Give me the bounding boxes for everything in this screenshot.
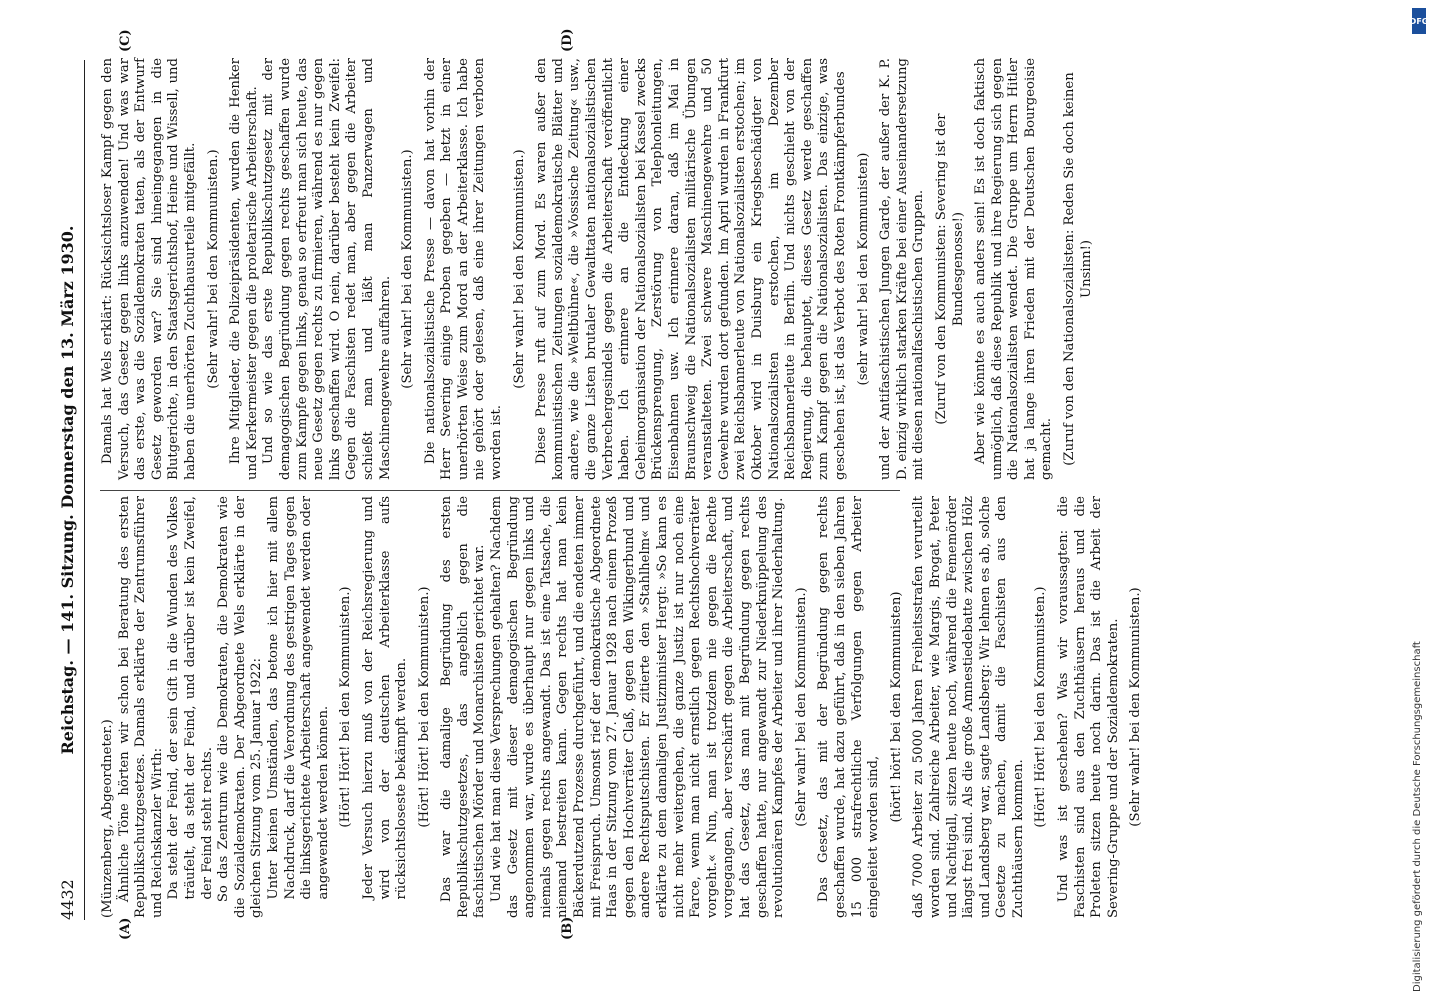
interjection: (Hört! Hört! bei den Kommunisten.): [1033, 586, 1049, 828]
header-rule: [84, 60, 85, 920]
quote: Unter keinen Umständen, das betone ich hier mit allem Nachdruck, darf die Verordnung des gestrigen Tages gegen die linksgerichtete Arbeiterschaft angewendet werden oder angewendet werden können.: [265, 496, 331, 900]
paragraph: So das Zentrum wie die Demokraten, die Demokraten wie die Sozialdemokraten. Der Abgeordnete Wels erklärte in der gleichen Sitzung vom 25. Januar 1922:: [216, 496, 265, 918]
paragraph: Ihre Mitglieder, die Polizeipräsidenten, wurden die Henker und Kerkermeister gegen die proletarische Arbeiterschaft.: [228, 58, 260, 480]
margin-marker-d: (D): [560, 28, 575, 52]
paragraph: Die nationalsozialistische Presse — davon hat vorhin der Herr Severing einige Proben gegeben — hetzt in einer unerhörten Weise zum Mord an der Arbeiterklasse. Ich habe nie gehört oder gelesen, daß eine ihrer Zeitungen verboten worden ist.: [422, 58, 505, 480]
paragraph: Damals hat Wels erklärt: Rücksichtsloser Kampf gegen den Versuch, das Gesetz gegen links anzuwenden! Und was war das erste, was die Sozialdemokraten taten, als der Entwurf Gesetz geworden war? Sie sind hineingegangen in die Blutgerichte, in den Staatsgerichtshof, Heine und Wissell, und haben die unerhörten Zuchthausurteile mitgefällt.: [100, 58, 198, 480]
margin-marker-c: (C): [118, 29, 133, 52]
interjection: (Sehr wahr! bei den Kommunisten.): [793, 587, 809, 827]
margin-marker-a: (A): [118, 917, 133, 940]
paragraph: Das Gesetz, das mit der Begründung gegen rechts geschaffen wurde, hat dazu geführt, daß in den sieben Jahren 15 000 strafrechtliche Verfolgungen gegen Arbeiter eingeleitet worden sind,: [816, 496, 882, 918]
interjection: (Hört! Hört! bei den Kommunisten.): [338, 586, 354, 828]
dfg-logo-text: DFG: [1409, 16, 1429, 26]
left-column: [100, 496, 1151, 918]
paragraph: und der Antifaschistischen Jungen Garde, der außer der K. P. D. einzig wirklich starken Kräfte bei einer Auseinandersetzung mit diesen nationalfaschistischen Gruppen.: [878, 58, 927, 480]
interjection: (sehr wahr! bei den Kommunisten): [855, 152, 871, 386]
margin-marker-b: (B): [560, 916, 575, 940]
dfg-logo: [1409, 8, 1429, 34]
paragraph: Diese Presse ruft auf zum Mord. Es waren außer den kommunistischen Zeitungen sozialdemokratische Blätter und andere, wie die »Weltbühne«, die »Vossische Zeitung« usw., die ganze Listen brutaler Gewalttaten nationalsozialistischen Verbrechergesindels gegen die Arbeiterschaft veröffentlicht haben. Ich erinnere an die Entdeckung einer Geheimorganisation der Nationalsozialisten bei Kassel zwecks Brückensprengung, Zerstörung von Telephonleitungen, Eisenbahnen usw. Ich erinnere daran, daß im Mai in Braunschweig die Nationalsozialisten militärische Übungen veranstalteten. Zwei schwere Maschinengewehre und 50 Gewehre wurden dort gefunden. Im April wurden in Frankfurt zwei Reichsbannerleute von Nationalsozialisten erstochen; im Oktober wird in Duisburg ein Kriegsbeschädigter von Nationalsozialisten erstochen, im Dezember Reichsbannerleute in Berlin. Und nichts geschieht von der Regierung, die behauptet, dieses Gesetz werde geschaffen zum Kampf gegen die Nationalsozialisten. Das einzige, was geschehen ist, ist das Verbot des Roten Frontkämpferbundes: [534, 58, 848, 480]
page-header: [58, 60, 82, 920]
interjection: (Sehr wahr! bei den Kommunisten.): [511, 149, 527, 389]
quote: Jeder Versuch hierzu muß von der Reichsregierung und wird von der deutschen Arbeiterklasse aufs rücksichtsloseste bekämpft werden.: [360, 496, 410, 900]
paragraph: Und wie hat man diese Versprechungen gehalten? Nachdem das Gesetz mit dieser demagogischen Begründung angenommen war, wurde es überhaupt nur gegen links und niemals gegen rechts angewandt. Das ist eine Tatsache, die niemand bestreiten kann. Gegen rechts hat man kein Bäckerdutzend Prozesse durchgeführt, und die endeten immer mit Freispruch. Umsonst rief der demokratische Abgeordnete Haas in der Sitzung vom 27. Januar 1928 nach einem Prozeß gegen den Hochverräter Claß, gegen den Wikingerbund und andere Rechtsputschisten. Er zitierte den »Stahlhelm« und erklärte zu dem damaligen Justizminister Hergt: »So kann es nicht mehr weitergehen, die ganze Justiz ist nur noch eine Farce, wenn man nicht ernstlich gegen Rechtshochverräter vorgeht.« Nun, man ist trotzdem nie gegen die Rechte vorgegangen, aber verschärft gegen die Arbeiterschaft, und hat das Gesetz, das man mit Begründung gegen rechts geschaffen hatte, nur angewandt zur Niederknüppelung des revolutionären Kampfes der Arbeiter und ihrer Niederhaltung.: [489, 496, 787, 918]
column-divider: [100, 490, 900, 491]
paragraph: Aber wie könnte es auch anders sein! Es ist doch faktisch unmöglich, daß diese Republik und ihre Regierung sich gegen die Nationalsozialisten wendet. Die Gruppe um Herrn Hitler hat ja lange ihren Frieden mit der Deutschen Bourgeoisie gemacht.: [973, 58, 1055, 480]
interjection: (Sehr wahr! bei den Kommunisten.): [400, 149, 416, 389]
paragraph: Ähnliche Töne hörten wir schon bei Beratung des ersten Republikschutzgesetzes. Damals erklärte der Zentrumsführer und Reichskanzler Wirth:: [116, 496, 165, 918]
right-column: [100, 58, 1101, 480]
digitization-credit: [1412, 8, 1426, 992]
interjection: (Hört! Hört! bei den Kommunisten.): [416, 586, 432, 828]
speaker-line: (Münzenberg, Abgeordneter.): [100, 719, 115, 918]
interjection: (Sehr wahr! bei den Kommunisten.): [1128, 587, 1144, 827]
page-title: Reichstag. — 141. Sitzung. Donnerstag den 13. März 1930.: [58, 225, 77, 755]
paragraph: daß 7000 Arbeiter zu 5000 Jahren Freiheitsstrafen verurteilt worden sind. Zahlreiche Arbeiter, wie Margis, Brogat, Peter und Nachtigall, sitzen heute noch, während die Fememörder längst frei sind. Als die große Amnestiedebatte zwischen Hölz und Landsberg war, sagte Landsberg: Wir lehnen es ab, solche Gesetze zu machen, damit die Faschisten aus den Zuchthäusern kommen.: [911, 496, 1026, 918]
interjection: (Zuruf von den Kommunisten: Severing ist der Bundesgenosse!): [933, 113, 966, 425]
page-number: 4432: [58, 879, 77, 920]
interjection: (Zuruf von den Nationalsozialisten: Reden Sie doch keinen Unsinn!): [1062, 72, 1094, 466]
credit-text: Digitalisierung gefördert durch die Deutsche Forschungsgemeinschaft: [1412, 641, 1423, 992]
quote: Da steht der Feind, der sein Gift in die Wunden des Volkes träufelt, da steht der Feind, und darüber ist kein Zweifel, der Feind steht rechts.: [166, 496, 215, 900]
interjection: (Sehr wahr! bei den Kommunisten.): [205, 149, 221, 389]
interjection: (hört! hört! bei den Kommunisten): [888, 591, 904, 823]
paragraph: Das war die damalige Begründung des ersten Republikschutzgesetzes, das angeblich gegen die faschistischen Mörder und Monarchisten gerichtet war.: [439, 496, 488, 918]
paragraph: Und so wie das erste Republikschutzgesetz mit der demagogischen Begründung gegen rechts geschaffen wurde zum Kampfe gegen links, genau so erfreut man sich heute, das neue Gesetz gegen rechts zu firmieren, während es nur gegen links geschaffen wird. O nein, darüber besteht kein Zweifel: Gegen die Faschisten redet man, aber gegen die Arbeiter schießt man und läßt man Panzerwagen und Maschinengewehre auffahren.: [261, 58, 393, 480]
paragraph: Und was ist geschehen? Was wir voraussagten: die Faschisten sind aus den Zuchthäusern heraus und die Proleten sitzen heute noch darin. Das ist die Arbeit der Severing-Gruppe und der Sozialdemokraten.: [1056, 496, 1121, 918]
